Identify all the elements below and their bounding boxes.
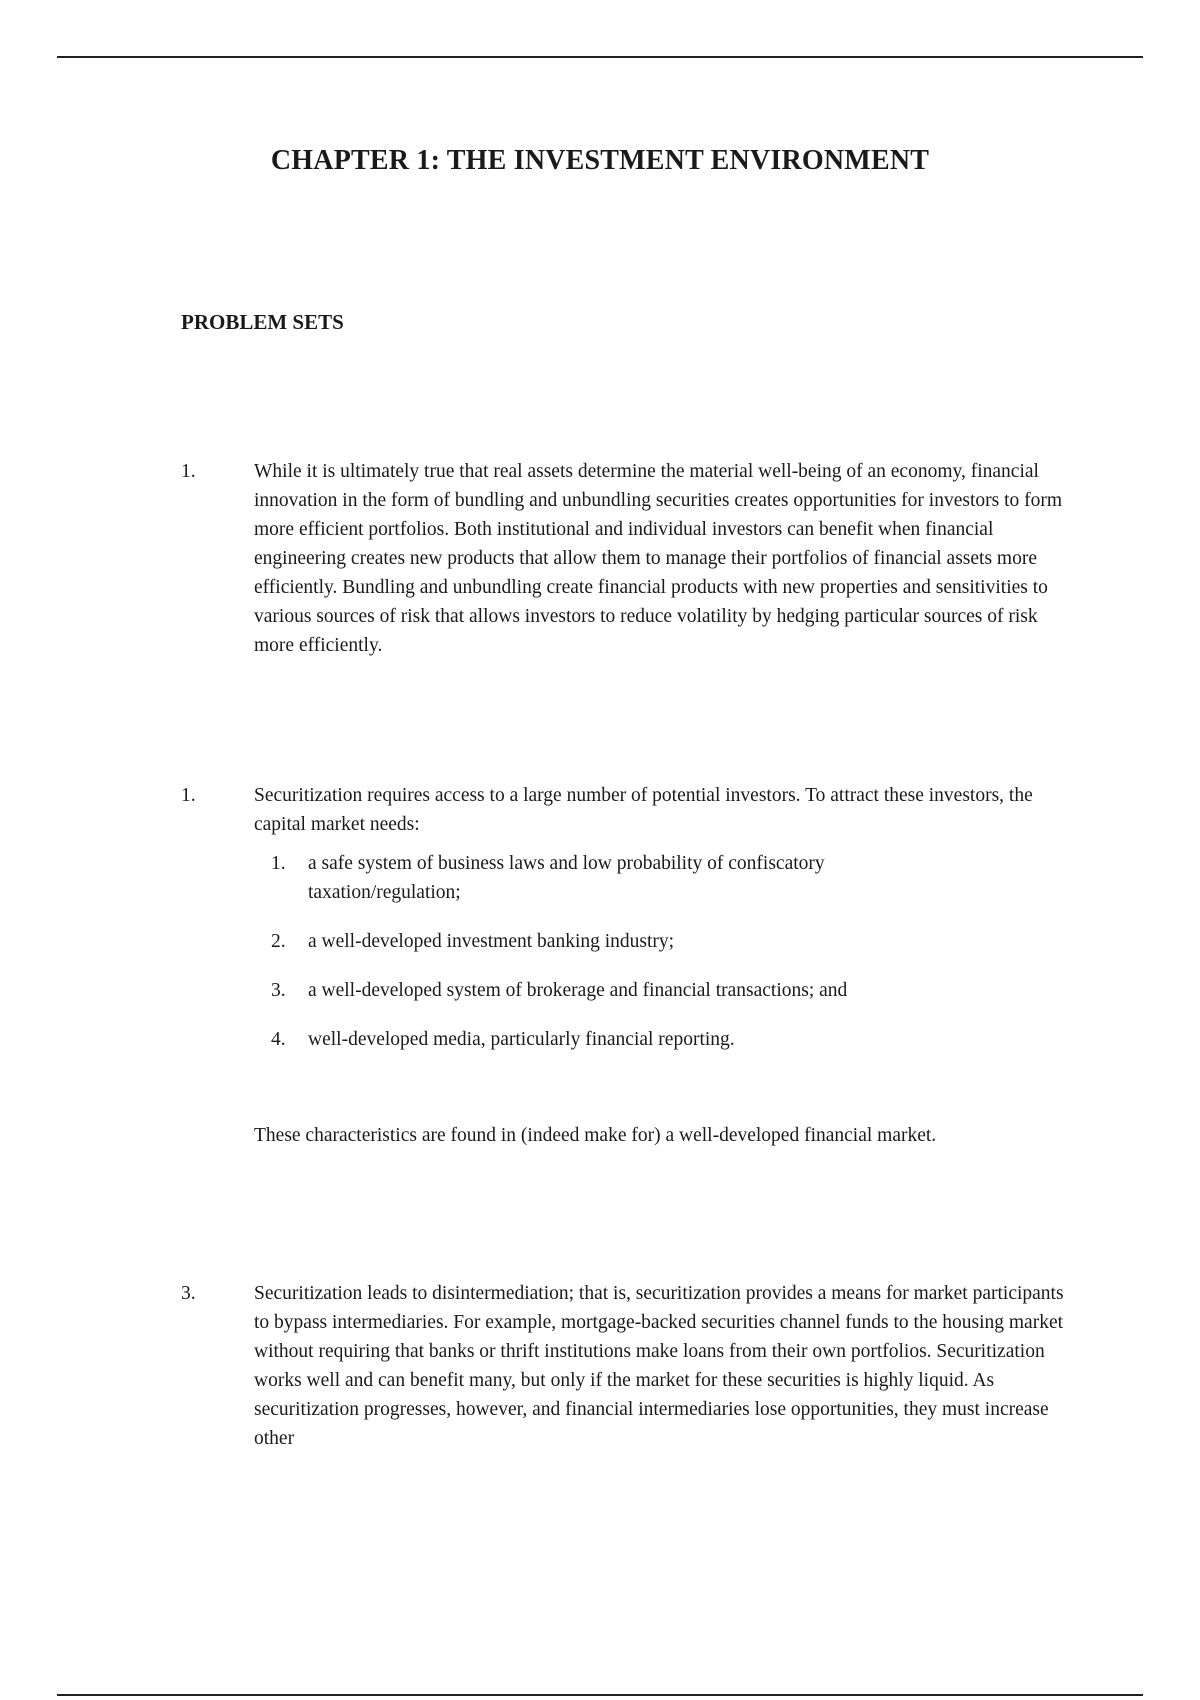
bottom-rule bbox=[57, 1694, 1143, 1696]
problem-item bbox=[181, 457, 1081, 660]
list-item-text: well-developed media, particularly financial reporting. bbox=[308, 1029, 735, 1050]
list-item bbox=[254, 976, 878, 1005]
problem-item bbox=[181, 1279, 1081, 1453]
problem-intro: Securitization requires access to a large number of potential investors. To attract these investors, the capital market needs: bbox=[254, 785, 1033, 835]
list-item-number: 4. bbox=[271, 1029, 286, 1050]
list-item-text: a well-developed system of brokerage and financial transactions; and bbox=[308, 980, 848, 1001]
list-item-text: a well-developed investment banking industry; bbox=[308, 931, 675, 952]
problem-number: 1. bbox=[181, 785, 196, 806]
problem-text: While it is ultimately true that real assets determine the material well-being of an economy, financial innovation in the form of bundling and unbundling securities creates opportunities for investors to form more efficient portfolios. Both institutional and individual investors can benefit when financial engineering creates new products that allow them to manage their portfolios of financial assets more efficiently. Bundling and unbundling create financial products with new properties and sensitivities to various sources of risk that allows investors to reduce volatility by hedging particular sources of risk more efficiently. bbox=[254, 461, 1063, 656]
list-item bbox=[254, 849, 878, 907]
problem-text: Securitization leads to disintermediation; that is, securitization provides a means for market participants to bypass intermediaries. For example, mortgage-backed securities channel funds to the housing market without requiring that banks or thrift institutions make loans from their own portfolios. Securitization works well and can benefit many, but only if the market for these securities is highly liquid. As securitization progresses, however, and financial intermediaries lose opportunities, they must increase other bbox=[254, 1283, 1064, 1449]
section-heading: PROBLEM SETS bbox=[181, 310, 344, 334]
top-rule bbox=[57, 56, 1143, 58]
problem-item bbox=[181, 781, 1081, 1150]
list-item-number: 3. bbox=[271, 980, 286, 1001]
requirements-list bbox=[254, 849, 1081, 1054]
list-item-number: 1. bbox=[271, 853, 286, 874]
list-item bbox=[254, 927, 878, 956]
problem-closing: These characteristics are found in (indeed make for) a well-developed financial market. bbox=[254, 1125, 937, 1146]
problem-number: 1. bbox=[181, 461, 196, 482]
list-item-text: a safe system of business laws and low probability of confiscatory taxation/regulation; bbox=[308, 853, 825, 903]
list-item-number: 2. bbox=[271, 931, 286, 952]
chapter-title: CHAPTER 1: THE INVESTMENT ENVIRONMENT bbox=[270, 145, 930, 176]
problem-number: 3. bbox=[181, 1283, 196, 1304]
list-item bbox=[254, 1025, 878, 1054]
